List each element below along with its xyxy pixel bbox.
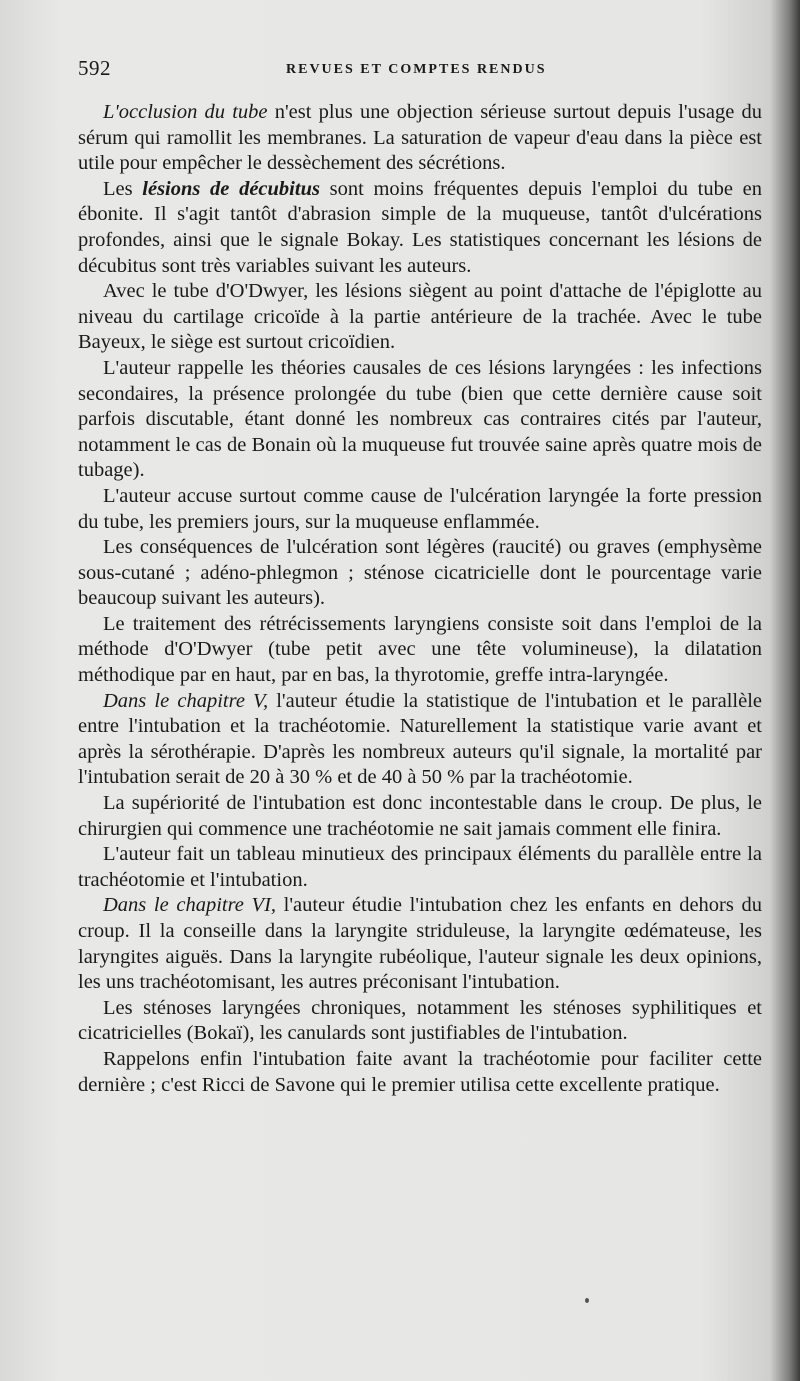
- page-number: 592: [78, 56, 111, 80]
- body-text: [78, 100, 762, 1098]
- emphasis-decubitus: lésions de décubitus: [142, 177, 320, 200]
- running-head: REVUES ET COMPTES RENDUS: [286, 62, 547, 77]
- emphasis-chapter-vi: Dans le chapitre VI,: [103, 894, 277, 917]
- paragraph-consequences: Les conséquences de l'ulcération sont légères (raucité) ou graves (emphysème sous-cutané ; adéno-phlegmon ; sténose cicatricielle dont le pourcentage varie beaucoup suivant les auteurs).: [78, 536, 762, 610]
- paragraph-decubitus: Les lésions de décubitus sont moins fréquentes depuis l'emploi du tube en ébonite. Il s'agit tantôt d'abrasion simple de la muqueuse, tantôt d'ulcérations profondes, ainsi que le signale Bokay. Les statistiques concernant les lésions de décubitus sont très variables suivant les auteurs.: [78, 177, 762, 277]
- paragraph-cause: L'auteur accuse surtout comme cause de l'ulcération laryngée la forte pression du tube, les premiers jours, sur la muqueuse enflammée.: [78, 484, 762, 533]
- paragraph-chapter-v: Dans le chapitre V, l'auteur étudie la statistique de l'intubation et le parallèle entre l'intubation et la trachéotomie. Naturellement la statistique varie avant et après la sérothérapie. D'après les nombreux auteurs qu'il signale, la mortalité par l'intubation serait de 20 à 30 % et de 40 à 50 % par la trachéotomie.: [78, 689, 763, 789]
- paragraph-parallel: L'auteur fait un tableau minutieux des principaux éléments du parallèle entre la trachéotomie et l'intubation.: [78, 843, 762, 891]
- emphasis-occlusion: L'occlusion du tube: [103, 101, 268, 123]
- paragraph-stenoses: Les sténoses laryngées chroniques, notamment les sténoses syphilitiques et cicatricielles (Bokaï), les canulards sont justifiables de l'intubation.: [78, 996, 762, 1045]
- paragraph-theories: L'auteur rappelle les théories causales de ces lésions laryngées : les infections secondaires, la présence prolongée du tube (bien que cette dernière cause soit parfois discutable, étant donné les nombreux cas contraires cités par l'auteur, notamment le cas de Bonain où la muqueuse fut trouvée saine après quatre mois de tubage).: [78, 356, 762, 482]
- page-header: [78, 56, 768, 86]
- paragraph-ricci: Rappelons enfin l'intubation faite avant la trachéotomie pour faciliter cette dernière ; c'est Ricci de Savone qui le premier utilisa cette excellente pratique.: [78, 1047, 762, 1096]
- paragraph-treatment: Le traitement des rétrécissements laryngiens consiste soit dans l'emploi de la méthode d'O'Dwyer (tube petit avec une tête volumineuse), la dilatation méthodique par en haut, par en bas, la thyrotomie, greffe intra-laryngée.: [78, 612, 762, 687]
- paragraph-superiority: La supériorité de l'intubation est donc incontestable dans le croup. De plus, le chirurgien qui commence une trachéotomie ne sait jamais comment elle finira.: [78, 792, 762, 840]
- emphasis-chapter-v: Dans le chapitre V,: [103, 689, 269, 712]
- paragraph-odwyer: Avec le tube d'O'Dwyer, les lésions siègent au point d'attache de l'épiglotte au niveau du cartilage cricoïde à la partie antérieure de la trachée. Avec le tube Bayeux, le siège est surtout cricoïdien.: [78, 280, 762, 354]
- paragraph-occlusion: L'occlusion du tube n'est plus une objection sérieuse surtout depuis l'usage du sérum qui ramollit les membranes. La saturation de vapeur d'eau dans la pièce est utile pour empêcher le dessèchement des sécrétions.: [78, 101, 762, 175]
- paragraph-chapter-vi: Dans le chapitre VI, l'auteur étudie l'intubation chez les enfants en dehors du croup. Il la conseille dans la laryngite striduleuse, la laryngite œdémateuse, les laryngites aiguës. Dans la laryngite rubéolique, l'auteur signale les deux opinions, les uns trachéotomisant, les autres préconisant l'intubation.: [78, 894, 762, 994]
- ink-speck: [585, 1298, 589, 1303]
